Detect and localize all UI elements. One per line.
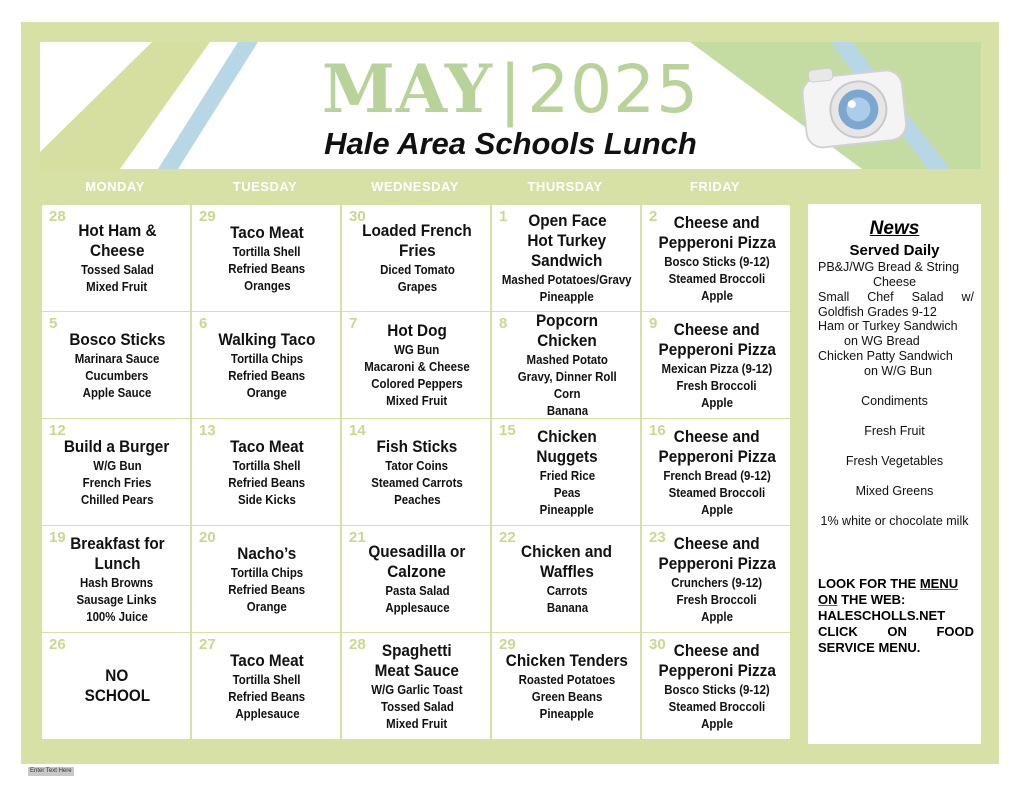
news-item-ham-turkey-cont: on WG Bread	[844, 334, 920, 348]
day-cell	[192, 419, 340, 525]
side-item: Steamed Broccoli	[668, 698, 766, 714]
day-cell	[492, 633, 640, 739]
news-item-mixed-greens: Mixed Greens	[855, 484, 934, 498]
web-on-link[interactable]: ON	[818, 592, 838, 607]
side-item: Peas	[553, 484, 581, 500]
web-menu-link[interactable]: MENU	[919, 576, 959, 591]
day-header-tuesday: TUESDAY	[232, 179, 298, 194]
day-cell	[42, 419, 190, 525]
side-item: Mashed Potato	[526, 352, 608, 367]
main-dish: Breakfast for	[69, 533, 165, 553]
news-item-pbj-cont: Cheese	[872, 275, 917, 289]
main-dish: Sandwich	[531, 251, 603, 270]
day-number: 1	[499, 208, 508, 225]
main-dish: Taco Meat	[230, 222, 304, 242]
day-number: 7	[349, 315, 358, 332]
main-dish: Chicken Tenders	[505, 650, 629, 670]
main-dish: Cheese and	[674, 212, 760, 232]
day-number: 28	[349, 636, 366, 653]
main-dish: Build a Burger	[64, 436, 170, 456]
main-dish: Hot Dog	[387, 321, 447, 340]
side-item: Mixed Fruit	[386, 393, 448, 408]
day-cell	[492, 312, 640, 418]
side-item: Tortilla Chips	[230, 564, 304, 580]
side-item: Apple Sauce	[82, 384, 152, 400]
meal-content	[498, 526, 636, 632]
footer-placeholder-text[interactable]: Enter Text Here	[30, 768, 72, 774]
news-item-pbj: PB&J/WG Bread & String	[818, 260, 960, 274]
day-cell	[342, 312, 490, 418]
side-item: Carrots	[546, 583, 588, 598]
side-item: Orange	[246, 384, 288, 400]
side-item: Roasted Potatoes	[518, 671, 616, 687]
day-number: 8	[499, 315, 508, 332]
side-item: Applesauce	[234, 705, 300, 721]
camera-icon	[792, 56, 914, 156]
side-item: Banana	[546, 403, 588, 418]
main-dish: Cheese	[89, 241, 145, 260]
meal-content	[348, 205, 486, 311]
meal-content	[198, 633, 336, 739]
meal-content	[648, 633, 786, 739]
side-item: Steamed Broccoli	[668, 270, 766, 286]
day-cell	[642, 633, 790, 739]
main-dish: Quesadilla or	[368, 542, 466, 561]
web-text-1: LOOK FOR THE	[818, 576, 920, 591]
title-separator: |	[498, 51, 522, 128]
side-item: 100% Juice	[86, 608, 148, 624]
day-cell	[42, 633, 190, 739]
side-item: Corn	[553, 386, 581, 401]
main-dish: Lunch	[94, 553, 140, 573]
day-number: 30	[349, 208, 366, 225]
meal-content	[198, 526, 336, 632]
main-dish: Pepperoni Pizza	[658, 553, 776, 573]
side-item: Mixed Fruit	[386, 715, 448, 731]
meal-content	[48, 633, 186, 739]
main-dish: Taco Meat	[230, 650, 304, 670]
side-item: Tortilla Shell	[233, 457, 301, 473]
side-item: Refried Beans	[228, 367, 306, 383]
main-dish: Fries	[398, 241, 436, 260]
meal-content	[198, 205, 336, 311]
side-item: Bosco Sticks (9-12)	[664, 253, 770, 269]
news-item-fresh-vegetables: Fresh Vegetables	[845, 454, 944, 468]
side-item: Green Beans	[531, 688, 603, 704]
day-cell	[342, 633, 490, 739]
side-item: Pineapple	[539, 501, 595, 517]
day-cell	[42, 312, 190, 418]
main-dish: Hot Ham &	[77, 221, 157, 240]
side-item: Fresh Broccoli	[676, 591, 758, 607]
main-dish: SCHOOL	[84, 686, 150, 705]
meal-content	[48, 205, 186, 311]
side-item: Oranges	[243, 277, 291, 293]
side-item: Tossed Salad	[380, 698, 454, 714]
day-cell	[642, 312, 790, 418]
main-dish: Pepperoni Pizza	[658, 232, 776, 252]
news-title: News	[869, 218, 920, 239]
side-item: Mashed Potatoes/Gravy	[502, 272, 632, 287]
main-dish: Cheese and	[674, 640, 760, 660]
side-item: Steamed Carrots	[371, 474, 463, 490]
day-cell	[342, 205, 490, 311]
main-dish: Popcorn Chicken	[535, 312, 599, 350]
news-panel	[808, 204, 981, 744]
web-text-4: CLICK ON FOOD	[818, 624, 974, 639]
news-item-fresh-fruit: Fresh Fruit	[864, 424, 925, 438]
served-daily-heading: Served Daily	[849, 242, 940, 259]
day-cell	[192, 312, 340, 418]
main-dish: Pepperoni Pizza	[658, 660, 776, 680]
side-item: Tortilla Shell	[233, 243, 301, 259]
day-number: 28	[49, 208, 66, 225]
day-number: 15	[499, 422, 516, 439]
side-item: Pasta Salad	[384, 583, 450, 598]
web-url: HALESCHOLLS.NET	[818, 608, 946, 623]
meal-content	[348, 312, 486, 418]
day-number: 9	[649, 315, 658, 332]
day-cell	[192, 633, 340, 739]
main-dish: Pepperoni Pizza	[658, 446, 776, 466]
day-number: 6	[199, 315, 208, 332]
day-number: 30	[649, 636, 666, 653]
side-item: Refried Beans	[228, 260, 306, 276]
main-dish: Pepperoni Pizza	[658, 339, 776, 359]
day-number: 14	[349, 422, 366, 439]
side-item: Side Kicks	[238, 491, 296, 507]
side-item: Marinara Sauce	[74, 350, 160, 366]
meal-content	[648, 312, 786, 418]
day-header-wednesday: WEDNESDAY	[371, 179, 459, 194]
menu-web-notice	[818, 576, 974, 656]
day-number: 26	[49, 636, 66, 653]
year-label: 2025	[527, 51, 700, 128]
side-item: Banana	[546, 600, 588, 615]
main-dish: Hot Turkey	[527, 231, 607, 250]
side-item: W/G Garlic Toast	[371, 681, 463, 697]
main-dish: Cheese and	[674, 533, 760, 553]
meal-content	[648, 526, 786, 632]
side-item: Bosco Sticks (9-12)	[664, 681, 770, 697]
day-number: 29	[199, 208, 216, 225]
side-item: Colored Peppers	[371, 376, 463, 391]
day-number: 29	[499, 636, 516, 653]
day-cell	[642, 419, 790, 525]
main-dish: Calzone	[387, 562, 447, 581]
meal-content	[48, 312, 186, 418]
side-item: Fried Rice	[539, 467, 595, 483]
day-cell	[42, 526, 190, 632]
main-dish: Nacho’s	[237, 543, 297, 563]
side-item: WG Bun	[394, 342, 440, 357]
side-item: Refried Beans	[228, 474, 306, 490]
meal-content	[348, 633, 486, 739]
main-dish: Cheese and	[674, 426, 760, 446]
calendar-grid	[40, 204, 790, 744]
main-dish: Open Face	[527, 211, 607, 230]
day-header-monday: MONDAY	[85, 179, 145, 194]
day-cell	[42, 205, 190, 311]
side-item: Orange	[246, 598, 288, 614]
day-cell	[492, 205, 640, 311]
side-item: Grapes	[397, 279, 437, 294]
day-number: 20	[199, 529, 216, 546]
web-text-5: SERVICE MENU.	[818, 640, 921, 655]
day-number: 21	[349, 529, 366, 546]
day-cell	[192, 526, 340, 632]
day-number: 2	[649, 208, 658, 225]
day-cell	[192, 205, 340, 311]
day-cell	[492, 419, 640, 525]
side-item: Tossed Salad	[80, 262, 154, 277]
day-header-thursday: THURSDAY	[527, 179, 603, 194]
day-number: 19	[49, 529, 66, 546]
side-item: Apple	[701, 608, 733, 624]
news-item-chicken-patty: Chicken Patty Sandwich	[818, 349, 953, 363]
side-item: French Bread (9-12)	[663, 467, 771, 483]
news-item-ham-turkey: Ham or Turkey Sandwich	[818, 319, 958, 333]
main-dish: Chicken and	[521, 542, 613, 561]
side-item: Gravy, Dinner Roll	[517, 369, 617, 384]
main-dish: Spaghetti	[382, 640, 452, 660]
meal-content	[48, 526, 186, 632]
side-item: French Fries	[82, 474, 152, 490]
side-item: Diced Tomato	[379, 262, 455, 277]
main-dish: Cheese and	[674, 319, 760, 339]
meal-content	[198, 419, 336, 525]
side-item: Crunchers (9-12)	[671, 574, 763, 590]
side-item: Tortilla Chips	[230, 350, 304, 366]
side-item: Refried Beans	[228, 581, 306, 597]
side-item: Chilled Pears	[80, 491, 154, 507]
main-dish: Bosco Sticks	[68, 329, 166, 349]
side-item: Hash Browns	[80, 574, 154, 590]
news-item-chicken-patty-cont: on W/G Bun	[864, 364, 933, 378]
side-item: Apple	[701, 287, 733, 303]
side-item: Mixed Fruit	[86, 279, 148, 294]
side-item: Applesauce	[384, 600, 450, 615]
main-dish: Loaded French	[362, 221, 472, 240]
calendar-header	[40, 42, 981, 169]
day-number: 13	[199, 422, 216, 439]
side-item: W/G Bun	[92, 457, 142, 473]
main-dish: Meat Sauce	[374, 660, 460, 680]
main-dish: Chicken Nuggets	[536, 426, 598, 466]
day-cell	[492, 526, 640, 632]
school-lunch-title: Hale Area Schools Lunch	[324, 126, 697, 161]
side-item: Fresh Broccoli	[676, 377, 758, 393]
side-item: Pineapple	[539, 705, 595, 721]
day-number: 23	[649, 529, 666, 546]
weekday-header-row	[40, 176, 790, 200]
main-dish: Waffles	[540, 562, 594, 581]
day-number: 27	[199, 636, 216, 653]
news-item-chef-salad: Small Chef Salad w/	[818, 290, 974, 304]
side-item: Apple	[701, 501, 733, 517]
meal-content	[498, 312, 636, 418]
main-dish: Taco Meat	[230, 436, 304, 456]
meal-content	[348, 526, 486, 632]
side-item: Pineapple	[539, 289, 595, 304]
main-dish: Fish Sticks	[376, 436, 458, 456]
meal-content	[348, 419, 486, 525]
day-cell	[342, 419, 490, 525]
side-item: Tator Coins	[385, 457, 449, 473]
day-number: 5	[49, 315, 58, 332]
meal-content	[648, 205, 786, 311]
news-item-milk: 1% white or chocolate milk	[820, 514, 969, 528]
side-item: Peaches	[393, 491, 441, 507]
side-item: Apple	[701, 715, 733, 731]
side-item: Steamed Broccoli	[668, 484, 766, 500]
day-cell	[642, 526, 790, 632]
side-item: Cucumbers	[85, 367, 149, 383]
day-number: 22	[499, 529, 516, 546]
meal-content	[648, 419, 786, 525]
meal-content	[498, 633, 636, 739]
main-dish: NO	[105, 666, 129, 685]
meal-content	[498, 205, 636, 311]
side-item: Mexican Pizza (9-12)	[661, 360, 773, 376]
meal-content	[198, 312, 336, 418]
month-label: MAY	[321, 50, 493, 128]
side-item: Tortilla Shell	[233, 671, 301, 687]
news-item-condiments: Condiments	[861, 394, 928, 408]
day-cell	[342, 526, 490, 632]
side-item: Apple	[701, 394, 733, 410]
side-item: Sausage Links	[76, 591, 158, 607]
side-item: Macaroni & Cheese	[364, 359, 470, 374]
main-dish: Walking Taco	[218, 329, 316, 349]
day-cell	[642, 205, 790, 311]
day-number: 12	[49, 422, 66, 439]
meal-content	[48, 419, 186, 525]
news-item-chef-salad-cont: Goldfish Grades 9-12	[818, 305, 937, 319]
side-item: Refried Beans	[228, 688, 306, 704]
day-header-friday: FRIDAY	[689, 179, 741, 194]
meal-content	[498, 419, 636, 525]
day-number: 16	[649, 422, 666, 439]
web-text-2: THE WEB:	[837, 592, 906, 607]
